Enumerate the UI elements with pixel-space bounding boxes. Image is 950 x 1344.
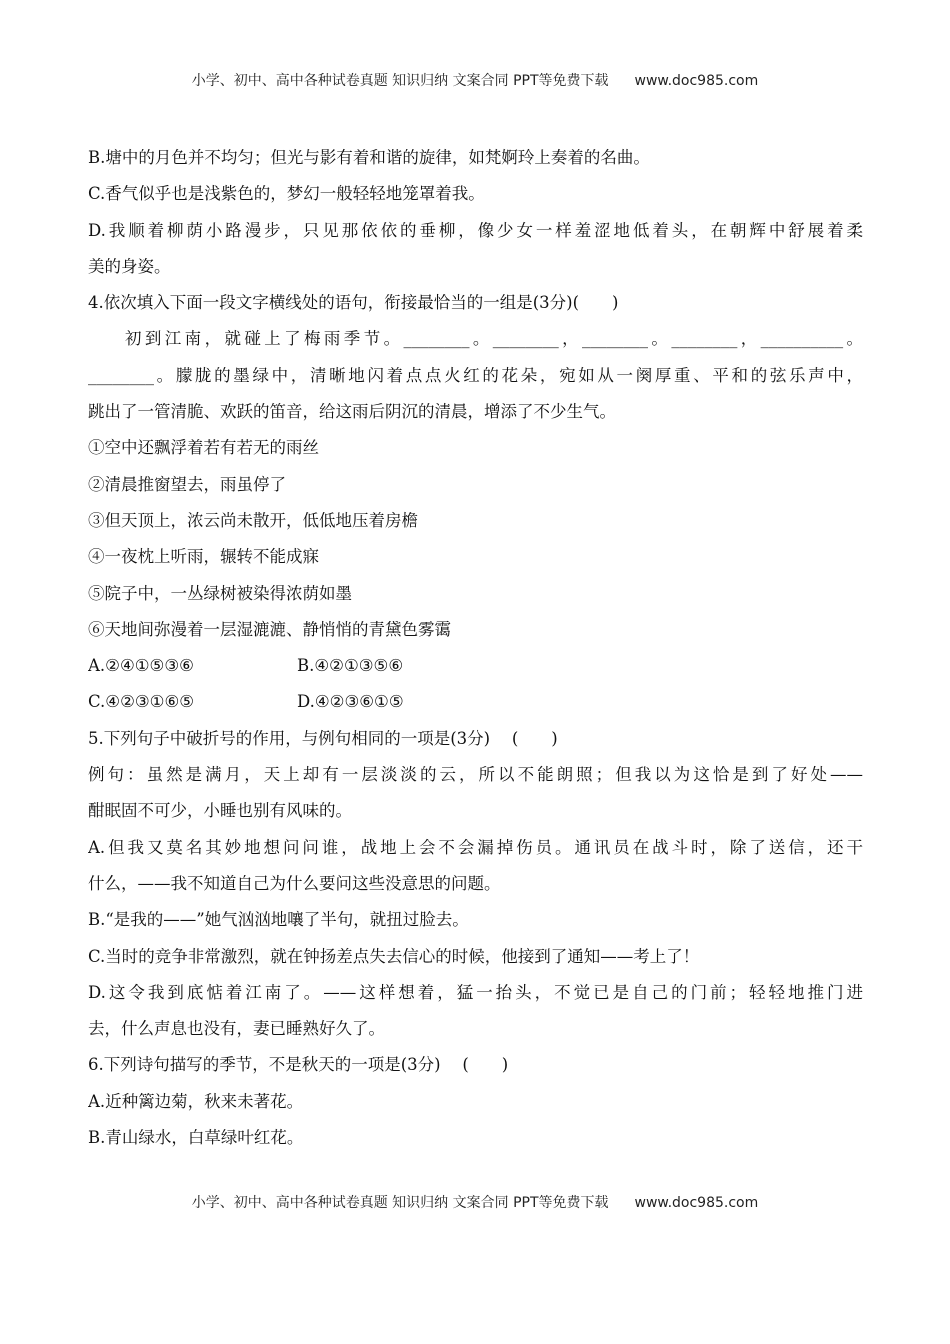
q3-option-d-cont: 美的身姿。 xyxy=(88,256,171,276)
document-body xyxy=(88,140,863,1156)
q4-passage-line: 跳出了一管清脆、欢跃的笛音，给这雨后阴沉的清晨，增添了不少生气。 xyxy=(88,402,616,422)
q6-option-a: A.近种篱边菊，秋来未著花。 xyxy=(88,1091,304,1111)
header-text: 小学、初中、高中各种试卷真题 知识归纳 文案合同 PPT等免费下载 xyxy=(191,73,609,89)
q5-option-a-cont: 什么，——我不知道自己为什么要问这些没意思的问题。 xyxy=(88,873,501,893)
q4-passage-line: 初到江南，就碰上了梅雨季节。________。________，________。________，__________。 xyxy=(125,329,863,349)
q3-option-d: D.我顺着柳荫小路漫步，只见那依依的垂柳，像少女一样羞涩地低着头，在朝辉中舒展着柔 xyxy=(88,220,863,240)
q5-option-d-cont: 去，什么声息也没有，妻已睡熟好久了。 xyxy=(88,1019,385,1039)
q4-option-c: C.④②③①⑥⑤ xyxy=(88,692,195,712)
page-header xyxy=(0,70,950,90)
q5-example: 例句：虽然是满月，天上却有一层淡淡的云，所以不能朗照；但我以为这恰是到了好处—— xyxy=(88,765,863,785)
q4-sentence-5: ⑤院子中，一丛绿树被染得浓荫如墨 xyxy=(88,583,352,603)
q4-option-a: A.②④①⑤③⑥ xyxy=(88,656,194,676)
q3-option-c: C.香气似乎也是浅紫色的，梦幻一般轻轻地笼罩着我。 xyxy=(88,184,485,204)
q5-example-cont: 酣眠固不可少，小睡也别有风味的。 xyxy=(88,801,352,821)
q4-option-b: B.④②①③⑤⑥ xyxy=(297,656,404,676)
q3-option-b: B.塘中的月色并不均匀；但光与影有着和谐的旋律，如梵婀玲上奏着的名曲。 xyxy=(88,148,650,167)
q4-sentence-3: ③但天顶上，浓云尚未散开，低低地压着房檐 xyxy=(88,510,418,530)
footer-url-link[interactable]: www.doc985.com xyxy=(634,1195,759,1211)
q5-option-a: A.但我又莫名其妙地想问问谁，战地上会不会漏掉伤员。通讯员在战斗时，除了送信，还干 xyxy=(88,837,863,857)
q4-sentence-2: ②清晨推窗望去，雨虽停了 xyxy=(88,474,286,494)
q4-sentence-4: ④一夜枕上听雨，辗转不能成寐 xyxy=(88,547,319,567)
q4-option-d: D.④②③⑥①⑤ xyxy=(297,692,404,712)
footer-text: 小学、初中、高中各种试卷真题 知识归纳 文案合同 PPT等免费下载 xyxy=(191,1195,609,1211)
q5-stem: 5.下列句子中破折号的作用，与例句相同的一项是(3分) ( ) xyxy=(88,728,558,748)
q4-sentence-6: ⑥天地间弥漫着一层湿漉漉、静悄悄的青黛色雾霭 xyxy=(88,619,451,639)
q6-stem: 6.下列诗句描写的季节，不是秋天的一项是(3分) ( ) xyxy=(88,1055,509,1075)
page-footer xyxy=(0,1192,950,1212)
q5-option-b: B.“是我的——”她气汹汹地嚷了半句，就扭过脸去。 xyxy=(88,910,469,930)
q5-option-d: D.这令我到底惦着江南了。——这样想着，猛一抬头，不觉已是自己的门前；轻轻地推门进 xyxy=(88,982,863,1002)
header-url-link[interactable]: www.doc985.com xyxy=(634,73,759,89)
q6-option-b: B.青山绿水，白草绿叶红花。 xyxy=(88,1128,304,1148)
q4-options-row xyxy=(88,684,863,720)
q4-options-row xyxy=(88,648,863,684)
q4-stem: 4.依次填入下面一段文字横线处的语句，衔接最恰当的一组是(3分)( ) xyxy=(88,293,619,313)
q5-option-c: C.当时的竞争非常激烈，就在钟扬差点失去信心的时候，他接到了通知——考上了！ xyxy=(88,946,700,966)
q4-passage-line: ________。朦胧的墨绿中，清晰地闪着点点火红的花朵，宛如从一阕厚重、平和的弦乐声中， xyxy=(88,365,863,385)
q4-sentence-1: ①空中还飘浮着若有若无的雨丝 xyxy=(88,438,319,458)
